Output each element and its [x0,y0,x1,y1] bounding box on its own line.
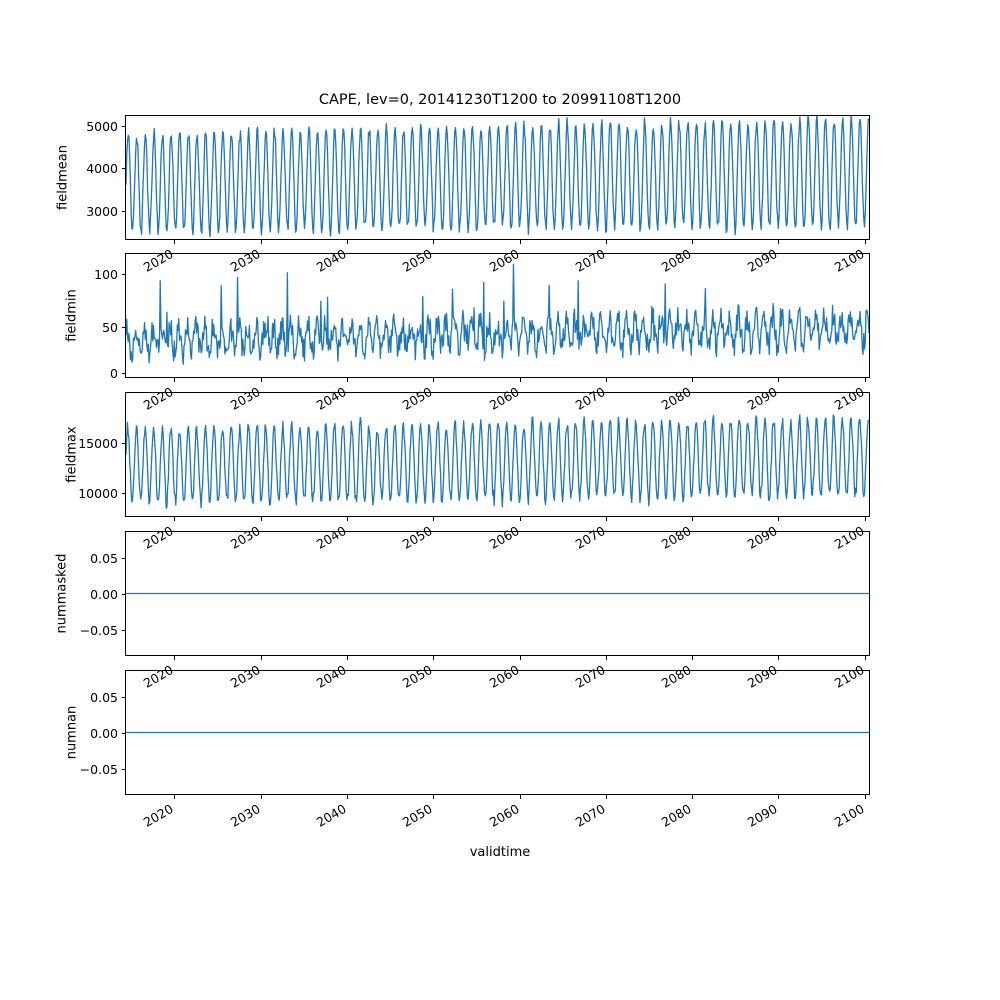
x-tick-mark [778,795,779,799]
x-tick-mark [606,517,607,521]
x-tick-mark [692,795,693,799]
x-tick-label: 2100 [831,384,867,413]
x-tick-label: 2080 [658,384,694,413]
y-tick-mark [122,594,126,595]
x-tick-mark [174,517,175,521]
y-tick-label: 100 [94,267,118,282]
x-tick-mark [433,378,434,382]
y-axis-label-numnan: numnan [64,705,80,760]
y-tick-label: 5000 [86,119,118,134]
x-tick-mark [520,378,521,382]
x-tick-label: 2070 [572,662,608,691]
x-tick-label: 2090 [745,523,781,552]
y-tick-mark [122,373,126,374]
x-tick-mark [261,240,262,244]
x-tick-label: 2040 [313,384,349,413]
x-tick-label: 2100 [831,246,867,275]
x-tick-label: 2030 [227,384,263,413]
x-tick-mark [865,240,866,244]
x-tick-mark [261,517,262,521]
x-tick-label: 2040 [313,246,349,275]
x-tick-label: 2050 [399,523,435,552]
y-axis-label-nummasked: nummasked [54,553,70,634]
x-tick-mark [520,240,521,244]
x-tick-mark [433,240,434,244]
x-tick-label: 2090 [745,384,781,413]
x-tick-label: 2090 [745,662,781,691]
line-series-fieldmean [126,116,869,239]
y-tick-label: −0.05 [79,623,118,638]
y-tick-label: 3000 [86,204,118,219]
x-tick-mark [261,656,262,660]
x-tick-label: 2060 [486,384,522,413]
y-tick-label: 0.05 [90,690,118,705]
y-tick-label: 0 [110,366,118,381]
x-tick-mark [520,795,521,799]
x-tick-mark [261,378,262,382]
x-tick-mark [606,795,607,799]
x-tick-mark [174,240,175,244]
subplot-fieldmean [125,115,870,240]
x-tick-label: 2040 [313,523,349,552]
x-tick-mark [433,656,434,660]
x-tick-label: 2100 [831,523,867,552]
x-tick-mark [865,517,866,521]
series-path [126,264,869,364]
y-tick-mark [122,168,126,169]
x-tick-label: 2050 [399,662,435,691]
y-tick-label: 0.00 [90,726,118,741]
y-axis-label-fieldmax: fieldmax [64,426,80,483]
y-tick-mark [122,126,126,127]
x-tick-mark [347,656,348,660]
y-tick-mark [122,327,126,328]
x-tick-label: 2030 [227,801,263,830]
x-tick-mark [865,378,866,382]
x-tick-label: 2020 [140,384,176,413]
x-tick-label: 2030 [227,662,263,691]
x-tick-mark [520,517,521,521]
y-axis-label-fieldmean: fieldmean [55,145,71,210]
y-tick-label: 50 [102,320,118,335]
x-tick-label: 2020 [140,246,176,275]
x-tick-label: 2050 [399,384,435,413]
y-tick-label: 10000 [78,486,118,501]
x-tick-mark [347,378,348,382]
x-tick-mark [692,656,693,660]
x-tick-mark [347,795,348,799]
x-tick-mark [174,795,175,799]
x-tick-mark [692,240,693,244]
x-tick-mark [778,656,779,660]
x-tick-mark [692,517,693,521]
x-tick-label: 2020 [140,662,176,691]
x-tick-label: 2080 [658,246,694,275]
x-tick-mark [261,795,262,799]
y-tick-label: 0.05 [90,551,118,566]
x-tick-mark [778,240,779,244]
x-tick-label: 2080 [658,662,694,691]
y-tick-mark [122,443,126,444]
x-tick-label: 2050 [399,246,435,275]
x-tick-label: 2100 [831,662,867,691]
x-tick-label: 2040 [313,801,349,830]
series-path [126,415,869,508]
x-tick-label: 2050 [399,801,435,830]
x-tick-mark [606,656,607,660]
y-tick-mark [122,630,126,631]
x-tick-label: 2090 [745,801,781,830]
x-tick-mark [347,240,348,244]
x-tick-mark [347,517,348,521]
x-tick-label: 2060 [486,662,522,691]
x-tick-mark [174,656,175,660]
x-tick-label: 2020 [140,523,176,552]
y-tick-mark [122,493,126,494]
y-tick-label: 0.00 [90,587,118,602]
y-tick-label: 15000 [78,436,118,451]
x-tick-label: 2070 [572,801,608,830]
x-tick-mark [692,378,693,382]
x-axis-label: validtime [469,845,531,860]
x-tick-mark [865,795,866,799]
x-tick-label: 2080 [658,523,694,552]
x-tick-mark [174,378,175,382]
x-tick-label: 2080 [658,801,694,830]
x-tick-mark [606,240,607,244]
y-tick-label: 4000 [86,161,118,176]
x-tick-mark [606,378,607,382]
x-tick-label: 2060 [486,801,522,830]
y-tick-mark [122,211,126,212]
x-tick-label: 2030 [227,246,263,275]
x-tick-label: 2060 [486,523,522,552]
x-tick-mark [520,656,521,660]
series-path [126,116,869,237]
chart-title: CAPE, lev=0, 20141230T1200 to 20991108T1200 [318,92,682,108]
x-tick-label: 2030 [227,523,263,552]
x-tick-label: 2070 [572,523,608,552]
x-tick-label: 2090 [745,246,781,275]
y-tick-mark [122,769,126,770]
x-tick-mark [778,378,779,382]
y-tick-label: −0.05 [79,762,118,777]
y-axis-label-fieldmin: fieldmin [64,289,80,342]
x-tick-label: 2070 [572,384,608,413]
x-tick-label: 2060 [486,246,522,275]
x-tick-mark [778,517,779,521]
x-tick-label: 2020 [140,801,176,830]
x-tick-mark [433,795,434,799]
x-tick-label: 2040 [313,662,349,691]
x-tick-mark [433,517,434,521]
x-tick-mark [865,656,866,660]
y-tick-mark [122,733,126,734]
x-tick-label: 2070 [572,246,608,275]
x-tick-label: 2100 [831,801,867,830]
